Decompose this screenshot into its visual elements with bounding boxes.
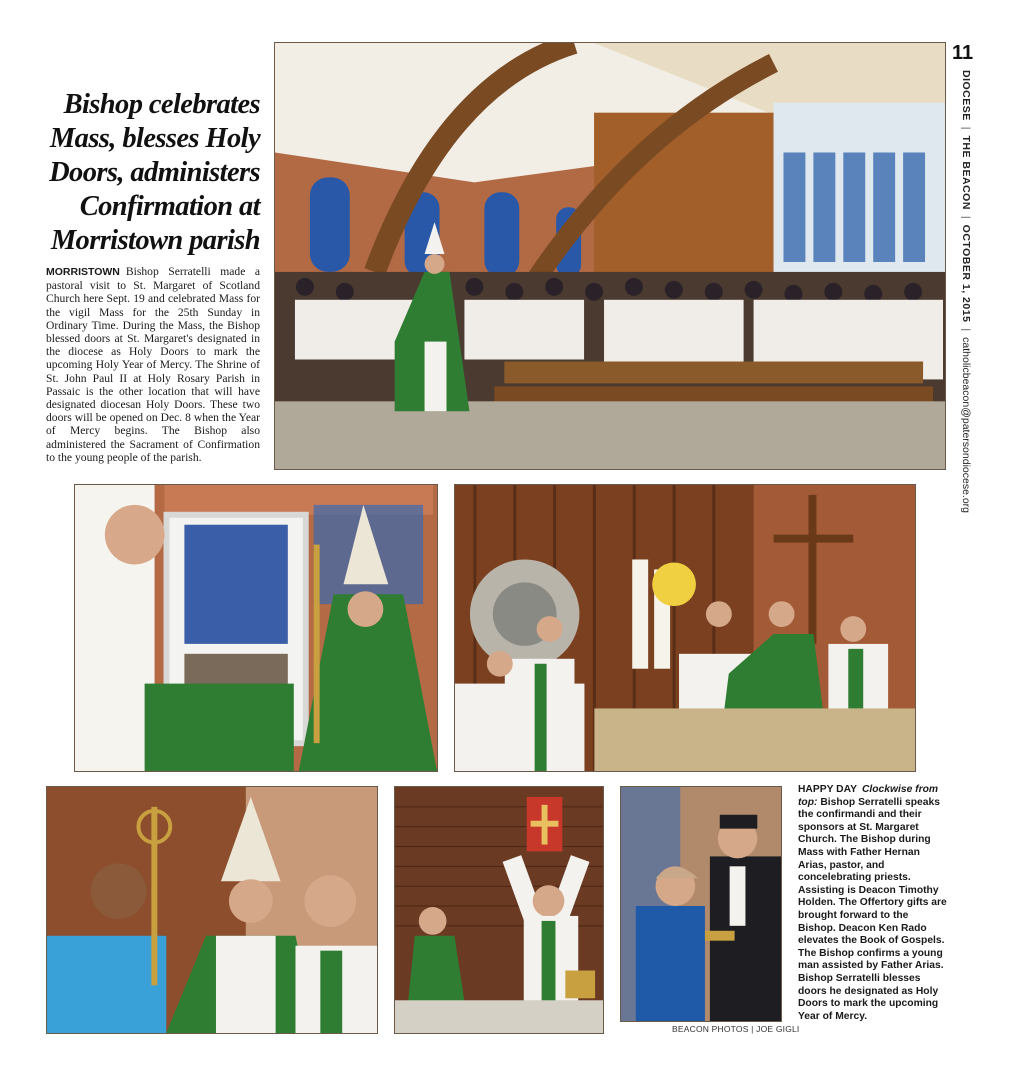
photo-credit: BEACON PHOTOS | JOE GIGLI <box>672 1024 800 1034</box>
folio-website: catholicbeacon@patersondiocese.org <box>960 337 972 514</box>
folio: DIOCESE|THE BEACON|OCTOBER 1, 2015|catholicbeacon@patersondiocese.org <box>960 70 972 514</box>
photo-offertory-gifts <box>620 786 782 1022</box>
photo-caption <box>798 784 948 1023</box>
caption-lead: Clockwise from top: <box>798 784 939 808</box>
photo-holy-doors <box>74 484 438 772</box>
article-headline: Bishop celebrates Mass, blesses Holy Doors, administers Confirmation at Morristown parish <box>49 89 260 256</box>
photo-mass-altar <box>454 484 916 772</box>
article-body-text: Bishop Serratelli made a pastoral visit to St. Margaret of Scotland Church here Sept. 19 and celebrated Mass for the vigil Mass for the 25th Sunday in Ordinary Time. During the Mass, the Bishop blessed doors at St. Margaret's designated in the diocese as Holy Doors to mark the upcoming Holy Year of Mercy. The Shrine of St. John Paul II at Holy Rosary Parish in Passaic is the other location that will have designated diocesan Holy Doors. These two doors will be opened on Dec. 8 when the Year of Mercy begins. The Bishop also administered the Sacrament of Confirmation to the young people of the parish. <box>46 265 260 464</box>
caption-text: Bishop Serratelli speaks the confirmandi and their sponsors at St. Margaret Church. The Bishop during Mass with Father Hernan Arias, pastor, and concelebrating priests. Assisting is Deacon Timothy Holden. The Offertory gifts are brought forward to the Bishop. Deacon Ken Rado elevates the Book of Gospels. The Bishop confirms a young man assisted by Father Arias. Bishop Serratelli blesses doors he designated as Holy Doors to mark the upcoming Year of Mercy. <box>798 796 947 1022</box>
photo-church-interior <box>274 42 946 470</box>
dateline: MORRISTOWN <box>46 266 120 278</box>
article-body <box>46 265 260 464</box>
folio-publication: THE BEACON <box>960 135 972 210</box>
folio-date: OCTOBER 1, 2015 <box>960 224 972 323</box>
folio-section: DIOCESE <box>960 70 972 121</box>
photo-book-of-gospels <box>394 786 604 1034</box>
caption-label: HAPPY DAY <box>798 784 857 795</box>
photo-confirmation <box>46 786 378 1034</box>
page-number: 11 <box>952 42 974 64</box>
